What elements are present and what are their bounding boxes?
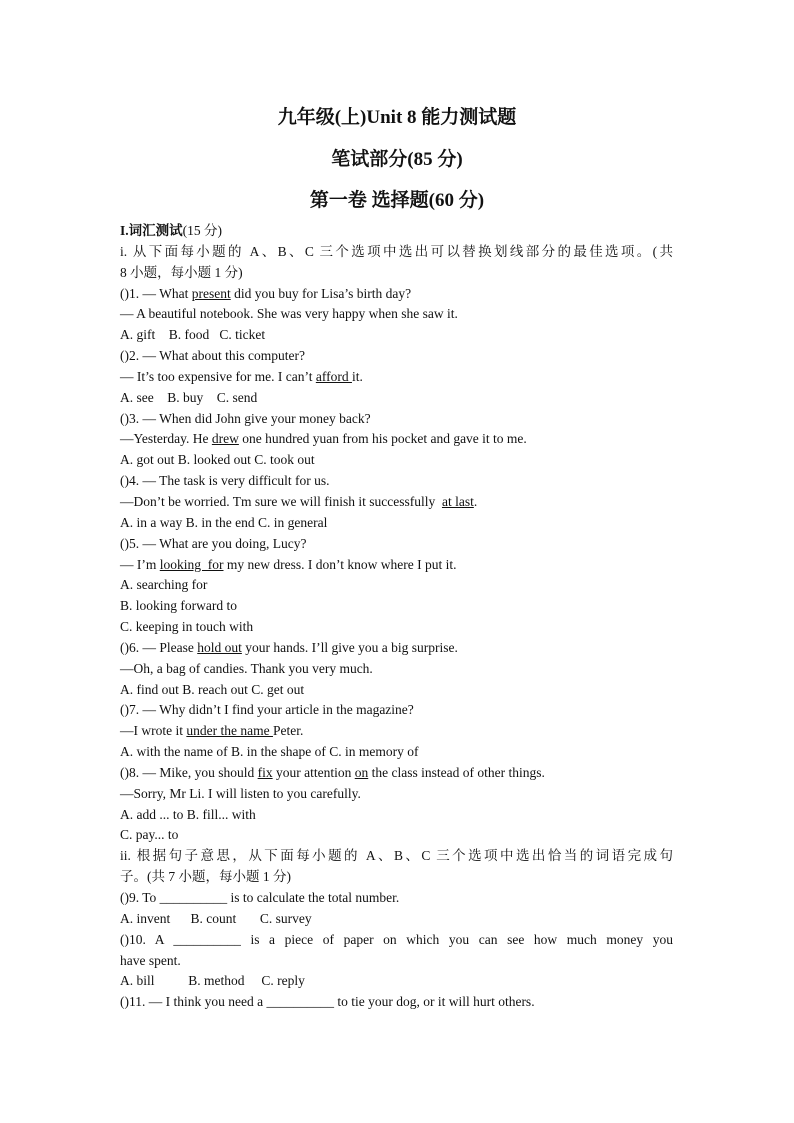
volume-title: 第一卷 选择题(60 分) [309, 190, 485, 211]
section-heading: I.词汇测试(15 分) [120, 223, 223, 238]
answer-line: —Don’t be worried. Tm sure we will finish it successfully at last. [120, 493, 478, 509]
options-line: A. bill B. method C. reply [120, 973, 305, 989]
answer-line: — It’s too expensive for me. I can’t afford it. [120, 368, 363, 384]
question-6: ()6. — Please hold out your hands. I’ll give you a big surprise. [120, 639, 458, 655]
options-line: A. with the name of B. in the shape of C. in memory of [120, 744, 419, 760]
answer-line: — A beautiful notebook. She was very happy when she saw it. [120, 306, 458, 322]
options-line: A. got out B. looked out C. took out [120, 452, 315, 468]
answer-line: —Yesterday. He drew one hundred yuan from his pocket and gave it to me. [120, 431, 527, 447]
instruction-ii-cont: 子。(共 7 小题，每小题 1 分) [120, 869, 291, 885]
instruction-i-cont: 8 小题，每小题 1 分) [120, 264, 243, 280]
question-7: ()7. — Why didn’t I find your article in the magazine? [120, 702, 414, 718]
question-body [120, 221, 673, 1013]
options-line: A. see B. buy C. send [120, 389, 258, 405]
options-line: A. find out B. reach out C. get out [120, 681, 305, 697]
options-line: A. gift B. food C. ticket [120, 327, 266, 343]
part-title: 笔试部分(85 分) [331, 149, 463, 170]
option-a: A. searching for [120, 577, 208, 593]
question-5: ()5. — What are you doing, Lucy? [120, 535, 307, 551]
answer-line: —I wrote it under the name Peter. [120, 723, 304, 739]
option-c: C. keeping in touch with [120, 619, 254, 635]
question-1: ()1. — What present did you buy for Lisa’s birth day? [120, 285, 412, 301]
answer-line: —Sorry, Mr Li. I will listen to you carefully. [120, 785, 361, 801]
question-11: ()11. — I think you need a __________ to tie your dog, or it will hurt others. [120, 994, 535, 1010]
question-10: ()10. A __________ is a piece of paper on which you can see how much money you [120, 931, 673, 947]
instruction-ii: ii. 根据句子意思，从下面每小题的 A、B、C 三个选项中选出恰当的词语完成句 [120, 848, 673, 864]
option-c: C. pay... to [120, 827, 179, 843]
question-10-cont: have spent. [120, 952, 181, 968]
options-line: A. in a way B. in the end C. in general [120, 514, 328, 530]
answer-line: —Oh, a bag of candies. Thank you very much. [120, 660, 373, 676]
document-title: 九年级(上)Unit 8 能力测试题 [277, 107, 517, 128]
option-b: B. looking forward to [120, 598, 237, 614]
question-8: ()8. — Mike, you should fix your attention on the class instead of other things. [120, 764, 545, 780]
answer-line: — I’m looking for my new dress. I don’t know where I put it. [120, 556, 457, 572]
question-9: ()9. To __________ is to calculate the total number. [120, 890, 400, 905]
options-line: A. add ... to B. fill... with [120, 806, 256, 822]
question-2: ()2. — What about this computer? [120, 348, 305, 364]
question-3: ()3. — When did John give your money back? [120, 410, 371, 426]
question-4: ()4. — The task is very difficult for us. [120, 473, 330, 489]
instruction-i: i. 从下面每小题的 A、B、C 三个选项中选出可以替换划线部分的最佳选项。(共 [120, 243, 673, 259]
options-line: A. invent B. count C. survey [120, 910, 312, 926]
